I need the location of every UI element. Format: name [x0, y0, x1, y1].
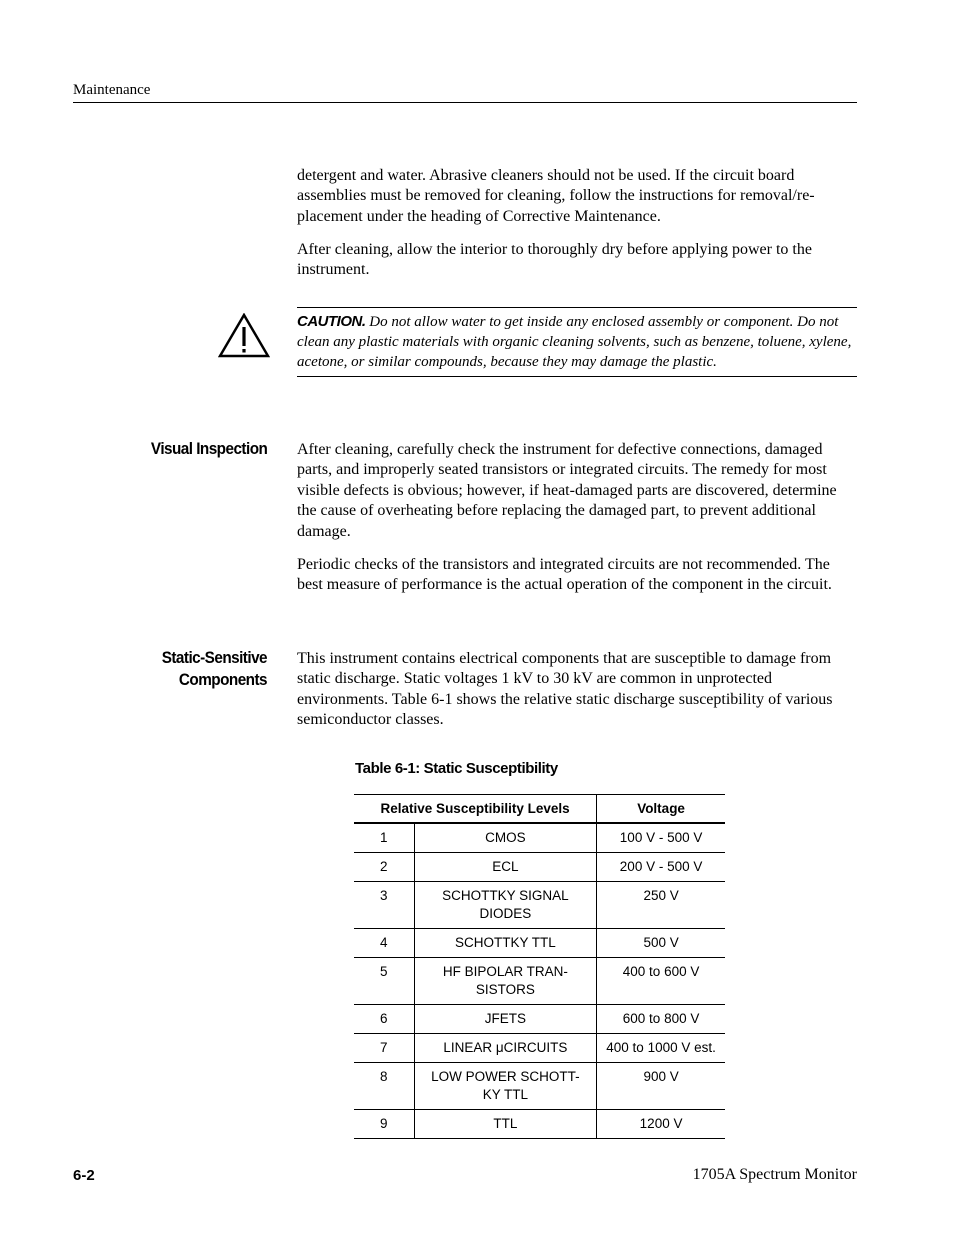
voltage-cell: 500 V	[643, 935, 679, 950]
device-cell: HF BIPOLAR TRAN-SISTORS	[414, 958, 597, 1005]
table-row	[354, 929, 725, 958]
level-cell: 7	[354, 1034, 414, 1063]
visual-inspection-heading: Visual Inspection	[150, 439, 267, 458]
page-number: 6-2	[73, 1167, 95, 1184]
intro-paragraph-2: After cleaning, allow the interior to thoroughly dry before applying power to the instrument.	[297, 241, 812, 279]
static-sensitive-paragraph: This instrument contains electrical components that are susceptible to damage from static discharge. Static voltages 1 kV to 30 kV are common in unprotected environments. Table 6-1 shows the relative static discharge susceptibility of various semiconductor classes.	[297, 650, 833, 729]
warning-triangle-icon	[218, 313, 270, 359]
caution-bottom-rule	[297, 376, 857, 377]
voltage-cell: 250 V	[643, 888, 679, 903]
caution-label: CAUTION.	[297, 313, 366, 330]
visual-inspection-paragraph-2: Periodic checks of the transistors and integrated circuits are not recommended. The best measure of performance is the actual operation of the component in the circuit.	[297, 556, 832, 594]
device-cell: TTL	[414, 1110, 597, 1139]
table-row	[354, 958, 725, 1005]
device-cell: JFETS	[414, 1005, 597, 1034]
device-cell: SCHOTTKY TTL	[414, 929, 597, 958]
voltage-cell: 400 to 600 V	[622, 964, 700, 979]
level-cell: 4	[354, 929, 414, 958]
caution-top-rule	[297, 307, 857, 308]
device-cell: SCHOTTKY SIGNAL DIODES	[414, 882, 597, 929]
device-cell: LOW POWER SCHOTT-KY TTL	[414, 1063, 597, 1110]
voltage-cell: 900 V	[643, 1069, 679, 1084]
header-levels: Relative Susceptibility Levels	[354, 795, 597, 824]
table-row	[354, 1063, 725, 1110]
table-row	[354, 1005, 725, 1034]
voltage-cell: 400 to 1000 V est.	[606, 1040, 716, 1055]
document-title: 1705A Spectrum Monitor	[692, 1166, 857, 1183]
table-row	[354, 823, 725, 853]
intro-paragraph-1: detergent and water. Abrasive cleaners should not be used. If the circuit board assemblies must be removed for cleaning, follow the instructions for removal/re-placement under the heading of Corrective Maintenance.	[297, 167, 815, 225]
header-rule	[73, 102, 857, 103]
header-section-title: Maintenance	[73, 82, 151, 98]
static-sensitive-heading-line1: Static-Sensitive	[161, 648, 267, 667]
level-cell: 6	[354, 1005, 414, 1034]
voltage-cell: 600 to 800 V	[622, 1011, 700, 1026]
static-susceptibility-table	[354, 794, 725, 1139]
level-cell: 9	[354, 1110, 414, 1139]
table-title: Table 6-1: Static Susceptibility	[355, 760, 558, 777]
voltage-cell: 100 V - 500 V	[619, 830, 703, 845]
level-cell: 5	[354, 958, 414, 1005]
voltage-cell: 200 V - 500 V	[619, 859, 703, 874]
table-row	[354, 853, 725, 882]
caution-text	[297, 312, 857, 372]
caution-body: Do not allow water to get inside any enclosed assembly or component. Do not clean any plastic materials with organic cleaning solvents, such as benzene, toluene, xylene, acetone, or similar compounds, because they may damage the plastic.	[297, 314, 852, 370]
visual-inspection-paragraph-1: After cleaning, carefully check the instrument for defective connections, damaged parts, and improperly seated transistors or integrated circuits. The remedy for most visible defects is obvious; however, if heat-damaged parts are discovered, determine the cause of overheating before replacing the damaged part, to prevent additional damage.	[297, 441, 837, 540]
static-sensitive-heading-line2: Components	[178, 670, 267, 689]
device-cell: ECL	[414, 853, 597, 882]
header-voltage: Voltage	[637, 801, 685, 816]
table-row	[354, 882, 725, 929]
table-row	[354, 1034, 725, 1063]
level-cell: 2	[354, 853, 414, 882]
device-cell: LINEAR μCIRCUITS	[414, 1034, 597, 1063]
level-cell: 8	[354, 1063, 414, 1110]
static-sensitive-heading	[162, 647, 267, 691]
voltage-cell: 1200 V	[639, 1116, 683, 1131]
device-cell: CMOS	[414, 823, 597, 853]
level-cell: 3	[354, 882, 414, 929]
level-cell: 1	[354, 823, 414, 853]
table-header-row	[354, 795, 725, 824]
table-row	[354, 1110, 725, 1139]
